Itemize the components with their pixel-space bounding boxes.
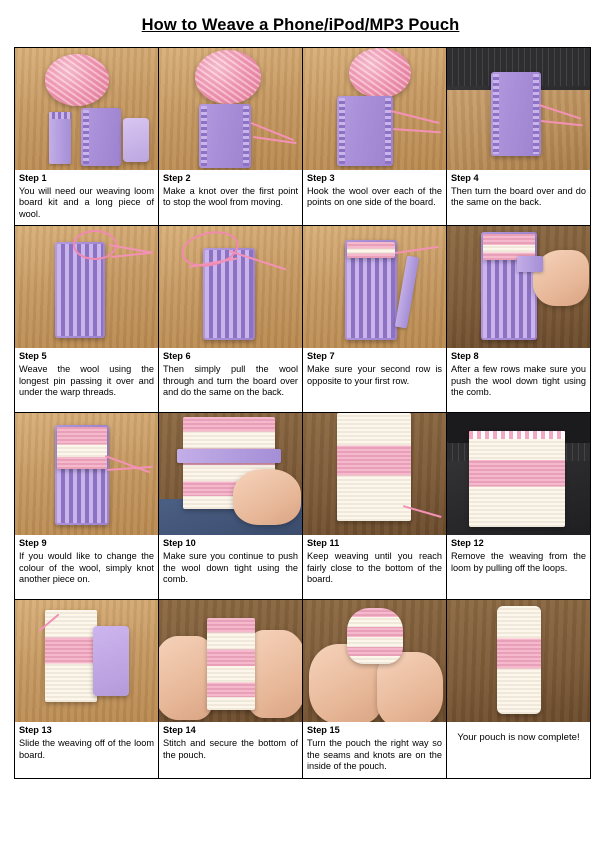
step-cell-4 — [447, 48, 591, 226]
step-label: Step 3 — [307, 173, 335, 183]
step-cell-2 — [159, 48, 303, 226]
final-caption: Your pouch is now complete! — [457, 732, 580, 744]
step-cell-11 — [303, 413, 447, 600]
table-row — [15, 600, 591, 778]
table-row — [15, 48, 591, 226]
step-cell-9 — [15, 413, 159, 600]
steps-grid — [14, 47, 591, 779]
step-text: Hook the wool over each of the points on one side of the board. — [307, 185, 442, 208]
step-caption-7 — [303, 348, 446, 412]
step-text: Weave the wool using the longest pin passing it over and under the warp threads. — [19, 363, 154, 398]
step-caption-15 — [303, 722, 446, 777]
step-photo-3 — [303, 48, 446, 170]
step-caption-4 — [447, 170, 590, 214]
step-text: If you would like to change the colour of the wool, simply knot another piece on. — [19, 550, 154, 585]
step-cell-12 — [447, 413, 591, 600]
step-label: Step 9 — [19, 538, 47, 549]
step-cell-13 — [15, 600, 159, 778]
step-text: Stitch and secure the bottom of the pouch. — [163, 737, 298, 760]
step-caption-5 — [15, 348, 158, 412]
step-text: Make a knot over the first point to stop the wool from moving. — [163, 185, 298, 208]
step-photo-4 — [447, 48, 590, 170]
step-text: Then simply pull the wool through and turn the board over and do the same on the back. — [163, 363, 298, 398]
step-caption-13 — [15, 722, 158, 766]
step-label: Step 7 — [307, 351, 335, 362]
step-text: After a few rows make sure you push the wool down tight using the comb. — [451, 363, 586, 398]
step-label: Step 13 — [19, 725, 52, 736]
step-label: Step 12 — [451, 538, 484, 549]
step-text: Slide the weaving off of the loom board. — [19, 737, 154, 760]
step-caption-6 — [159, 348, 302, 412]
step-caption-12 — [447, 535, 590, 599]
step-photo-1 — [15, 48, 158, 170]
step-label: Step 8 — [451, 351, 479, 362]
step-cell-8 — [447, 226, 591, 413]
step-text: Remove the weaving from the loom by pulling off the loops. — [451, 550, 586, 573]
step-caption-2 — [159, 170, 302, 214]
step-cell-14 — [159, 600, 303, 778]
step-cell-5 — [15, 226, 159, 413]
step-caption-14 — [159, 722, 302, 766]
step-cell-1 — [15, 48, 159, 226]
step-cell-6 — [159, 226, 303, 413]
page-title: How to Weave a Phone/iPod/MP3 Pouch — [141, 16, 460, 34]
step-photo-12 — [447, 413, 590, 535]
step-photo-7 — [303, 226, 446, 348]
step-caption-9 — [15, 535, 158, 599]
step-label: Step 15 — [307, 725, 340, 736]
table-row — [15, 413, 591, 600]
step-text: Make sure you continue to push the wool down tight using the comb. — [163, 550, 298, 585]
final-photo — [447, 600, 590, 722]
step-cell-15 — [303, 600, 447, 778]
step-photo-8 — [447, 226, 590, 348]
step-cell-3 — [303, 48, 447, 226]
step-label: Step 6 — [163, 351, 191, 362]
step-caption-8 — [447, 348, 590, 412]
step-photo-13 — [15, 600, 158, 722]
step-text: Turn the pouch the right way so the seams and knots are on the inside of the pouch. — [307, 737, 442, 772]
step-text: Keep weaving until you reach fairly close to the bottom of the board. — [307, 550, 442, 585]
step-label: Step 14 — [163, 725, 196, 736]
final-cell — [447, 600, 591, 778]
step-label: Step 5 — [19, 351, 47, 362]
step-label: Step 1 — [19, 173, 47, 183]
step-photo-2 — [159, 48, 302, 170]
step-label: Step 2 — [163, 173, 191, 183]
step-photo-15 — [303, 600, 446, 722]
step-text: Make sure your second row is opposite to your first row. — [307, 363, 442, 386]
step-caption-10 — [159, 535, 302, 599]
step-cell-7 — [303, 226, 447, 413]
step-caption-11 — [303, 535, 446, 599]
step-caption-3 — [303, 170, 446, 214]
step-label: Step 11 — [307, 538, 340, 549]
step-cell-10 — [159, 413, 303, 600]
step-label: Step 10 — [163, 538, 196, 549]
step-caption-1 — [15, 170, 158, 225]
table-row — [15, 226, 591, 413]
step-text: You will need our weaving loom board kit and a long piece of wool. — [19, 185, 154, 219]
step-photo-10 — [159, 413, 302, 535]
step-text: Then turn the board over and do the same on the back. — [451, 185, 586, 208]
step-photo-9 — [15, 413, 158, 535]
step-label: Step 4 — [451, 173, 479, 183]
step-photo-11 — [303, 413, 446, 535]
step-photo-5 — [15, 226, 158, 348]
step-photo-6 — [159, 226, 302, 348]
step-photo-14 — [159, 600, 302, 722]
